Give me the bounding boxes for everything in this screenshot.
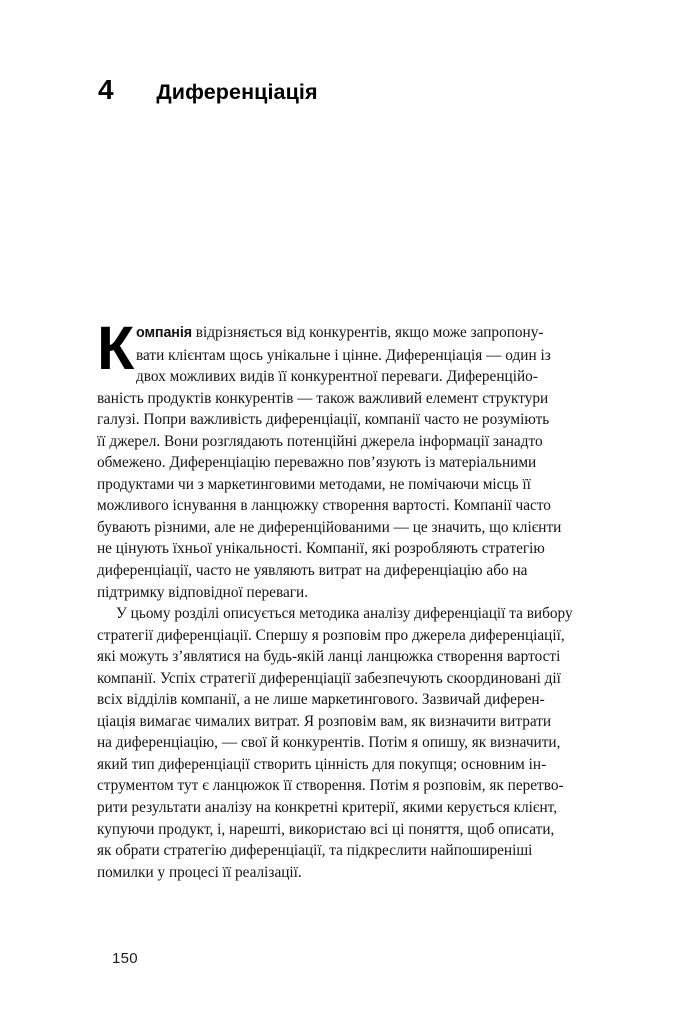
text-line: помилки у процесі її реалізації.	[97, 863, 302, 881]
text-line: стратегії диференціації. Спершу я розповім про джерела диференціації,	[97, 626, 565, 644]
text-line: продуктами чи з маркетинговими методами, не помічаючи місць її	[97, 475, 531, 493]
paragraph-1	[97, 322, 584, 603]
page-number: 150	[112, 950, 138, 967]
body-text-block	[97, 322, 584, 883]
text-line: бувають різними, але не диференційованими — це значить, що клієнти	[97, 518, 562, 536]
text-line: У цьому розділі описується методика аналізу диференціації та вибору	[116, 605, 573, 623]
chapter-heading	[98, 74, 318, 106]
text-line: обмежено. Диференціацію переважно пов’язують із матеріальними	[97, 454, 537, 472]
text-line: струментом тут є ланцюжок її створення. Потім я розповім, як перетво-	[97, 777, 564, 795]
text-line: які можуть з’являтися на будь-якій ланці ланцюжка створення вартості	[97, 648, 561, 666]
lead-word: омпанія	[136, 325, 192, 341]
text-line: вати клієнтам щось унікальне і цінне. Диференціація — один із	[136, 346, 551, 364]
text-line: можливого існування в ланцюжку створення вартості. Компанії часто	[97, 497, 551, 515]
paragraph-2	[97, 603, 584, 883]
text-line: омпанія відрізняється від конкурентів, якщо може запропону-	[136, 324, 544, 341]
text-line: всіх відділів компанії, а не лише маркетингового. Зазвичай диферен-	[97, 691, 545, 709]
text-line: компанії. Успіх стратегії диференціації забезпечують скоординовані дії	[97, 669, 561, 687]
text-line: галузі. Попри важливість диференціації, компанії часто не розуміють	[97, 411, 550, 429]
text-line: купуючи продукт, і, нарешті, використаю всі ці поняття, щоб описати,	[97, 820, 555, 838]
text-line: диференціації, часто не уявляють витрат на диференціацію або на	[97, 562, 528, 580]
text-line: рити результати аналізу на конкретні критерії, якими керується клієнт,	[97, 799, 558, 817]
drop-cap-letter: К	[97, 314, 134, 382]
text-line: як обрати стратегію диференціації, та підкреслити найпоширеніші	[97, 842, 533, 860]
text-line: на диференціацію, — свої й конкурентів. Потім я опишу, як визначити,	[97, 734, 561, 752]
chapter-number: 4	[98, 74, 114, 105]
text-line: який тип диференціації створить цінність для покупця; основним ін-	[97, 755, 547, 773]
text-line: ціація вимагає чималих витрат. Я розповім вам, як визначити витрати	[97, 712, 552, 730]
text-line: ваність продуктів конкурентів — також важливий елемент структури	[97, 389, 549, 407]
text-line: двох можливих видів її конкурентної переваги. Диференційо-	[136, 368, 538, 386]
text-line: не цінують їхньої унікальності. Компанії, які розробляють стратегію	[97, 540, 545, 558]
chapter-title: Диференціація	[156, 80, 318, 104]
text-line: її джерел. Вони розглядають потенційні джерела інформації занадто	[97, 432, 543, 450]
text-line: підтримку відповідної переваги.	[97, 583, 309, 601]
